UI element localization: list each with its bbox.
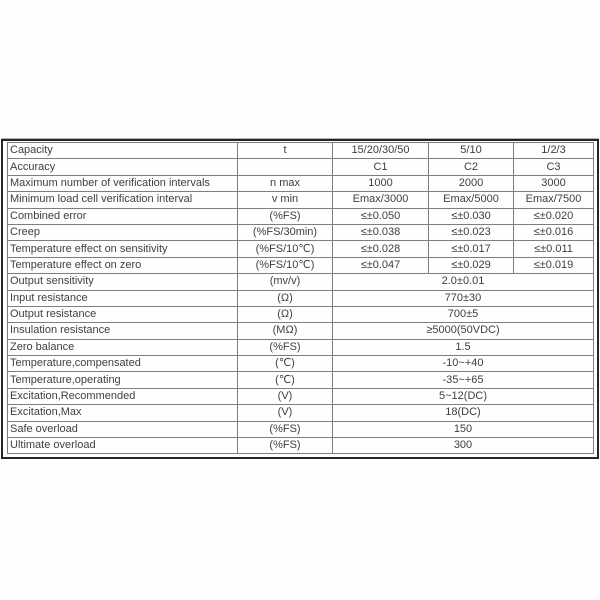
- spec-unit-cell: (%FS): [238, 208, 333, 224]
- table-row: [8, 405, 594, 421]
- spec-value-cell: ≤±0.029: [429, 257, 514, 273]
- table-row: [8, 372, 594, 388]
- spec-value-cell: ≤±0.030: [429, 208, 514, 224]
- spec-value-cell: ≤±0.028: [333, 241, 429, 257]
- spec-merged-value-cell: 700±5: [333, 306, 594, 322]
- spec-label-cell: Accuracy: [8, 159, 238, 175]
- spec-label-cell: Combined error: [8, 208, 238, 224]
- spec-label-cell: Input resistance: [8, 290, 238, 306]
- spec-label-cell: Zero balance: [8, 339, 238, 355]
- spec-value-cell: Emax/3000: [333, 192, 429, 208]
- spec-merged-value-cell: -35~+65: [333, 372, 594, 388]
- spec-value-cell: ≤±0.038: [333, 224, 429, 240]
- spec-value-cell: 5/10: [429, 143, 514, 159]
- spec-value-cell: Emax/7500: [514, 192, 594, 208]
- table-row: [8, 274, 594, 290]
- spec-value-cell: 3000: [514, 175, 594, 191]
- table-row: [8, 192, 594, 208]
- spec-value-cell: ≤±0.011: [514, 241, 594, 257]
- spec-unit-cell: (℃): [238, 372, 333, 388]
- spec-label-cell: Creep: [8, 224, 238, 240]
- spec-unit-cell: (Ω): [238, 306, 333, 322]
- spec-label-cell: Temperature effect on zero: [8, 257, 238, 273]
- spec-value-cell: C2: [429, 159, 514, 175]
- spec-value-cell: ≤±0.017: [429, 241, 514, 257]
- spec-label-cell: Insulation resistance: [8, 323, 238, 339]
- spec-merged-value-cell: 2.0±0.01: [333, 274, 594, 290]
- spec-value-cell: 15/20/30/50: [333, 143, 429, 159]
- table-row: [8, 175, 594, 191]
- spec-unit-cell: v min: [238, 192, 333, 208]
- spec-merged-value-cell: ≥5000(50VDC): [333, 323, 594, 339]
- spec-label-cell: Temperature,compensated: [8, 356, 238, 372]
- table-row: [8, 257, 594, 273]
- spec-table-body: [8, 143, 594, 454]
- table-row: [8, 290, 594, 306]
- spec-unit-cell: (℃): [238, 356, 333, 372]
- table-row: [8, 208, 594, 224]
- spec-unit-cell: (mv/v): [238, 274, 333, 290]
- spec-value-cell: ≤±0.016: [514, 224, 594, 240]
- table-row: [8, 143, 594, 159]
- spec-merged-value-cell: 300: [333, 438, 594, 454]
- table-row: [8, 241, 594, 257]
- spec-label-cell: Capacity: [8, 143, 238, 159]
- spec-value-cell: Emax/5000: [429, 192, 514, 208]
- spec-unit-cell: (%FS): [238, 438, 333, 454]
- spec-label-cell: Excitation,Max: [8, 405, 238, 421]
- table-row: [8, 224, 594, 240]
- spec-value-cell: 2000: [429, 175, 514, 191]
- table-row: [8, 388, 594, 404]
- spec-value-cell: ≤±0.019: [514, 257, 594, 273]
- spec-label-cell: Temperature,operating: [8, 372, 238, 388]
- spec-label-cell: Temperature effect on sensitivity: [8, 241, 238, 257]
- spec-merged-value-cell: 5~12(DC): [333, 388, 594, 404]
- table-row: [8, 421, 594, 437]
- spec-unit-cell: (Ω): [238, 290, 333, 306]
- table-row: [8, 306, 594, 322]
- spec-unit-cell: (%FS/30min): [238, 224, 333, 240]
- spec-unit-cell: [238, 159, 333, 175]
- spec-label-cell: Maximum number of verification intervals: [8, 175, 238, 191]
- spec-label-cell: Ultimate overload: [8, 438, 238, 454]
- table-row: [8, 323, 594, 339]
- spec-value-cell: ≤±0.020: [514, 208, 594, 224]
- spec-merged-value-cell: 770±30: [333, 290, 594, 306]
- spec-table-frame: [1, 139, 599, 459]
- spec-label-cell: Output sensitivity: [8, 274, 238, 290]
- spec-merged-value-cell: 1.5: [333, 339, 594, 355]
- spec-value-cell: 1000: [333, 175, 429, 191]
- spec-unit-cell: (V): [238, 388, 333, 404]
- table-row: [8, 356, 594, 372]
- spec-value-cell: C3: [514, 159, 594, 175]
- spec-value-cell: ≤±0.050: [333, 208, 429, 224]
- spec-value-cell: ≤±0.047: [333, 257, 429, 273]
- table-row: [8, 159, 594, 175]
- spec-merged-value-cell: 18(DC): [333, 405, 594, 421]
- table-row: [8, 438, 594, 454]
- spec-unit-cell: (%FS): [238, 339, 333, 355]
- spec-unit-cell: (%FS/10℃): [238, 257, 333, 273]
- spec-value-cell: C1: [333, 159, 429, 175]
- spec-merged-value-cell: 150: [333, 421, 594, 437]
- load-cell-spec-table: [7, 142, 594, 454]
- spec-value-cell: 1/2/3: [514, 143, 594, 159]
- spec-unit-cell: t: [238, 143, 333, 159]
- spec-merged-value-cell: -10~+40: [333, 356, 594, 372]
- spec-unit-cell: n max: [238, 175, 333, 191]
- spec-label-cell: Safe overload: [8, 421, 238, 437]
- spec-unit-cell: (MΩ): [238, 323, 333, 339]
- spec-unit-cell: (V): [238, 405, 333, 421]
- spec-label-cell: Excitation,Recommended: [8, 388, 238, 404]
- spec-label-cell: Minimum load cell verification interval: [8, 192, 238, 208]
- table-row: [8, 339, 594, 355]
- spec-unit-cell: (%FS): [238, 421, 333, 437]
- spec-label-cell: Output resistance: [8, 306, 238, 322]
- spec-value-cell: ≤±0.023: [429, 224, 514, 240]
- spec-unit-cell: (%FS/10℃): [238, 241, 333, 257]
